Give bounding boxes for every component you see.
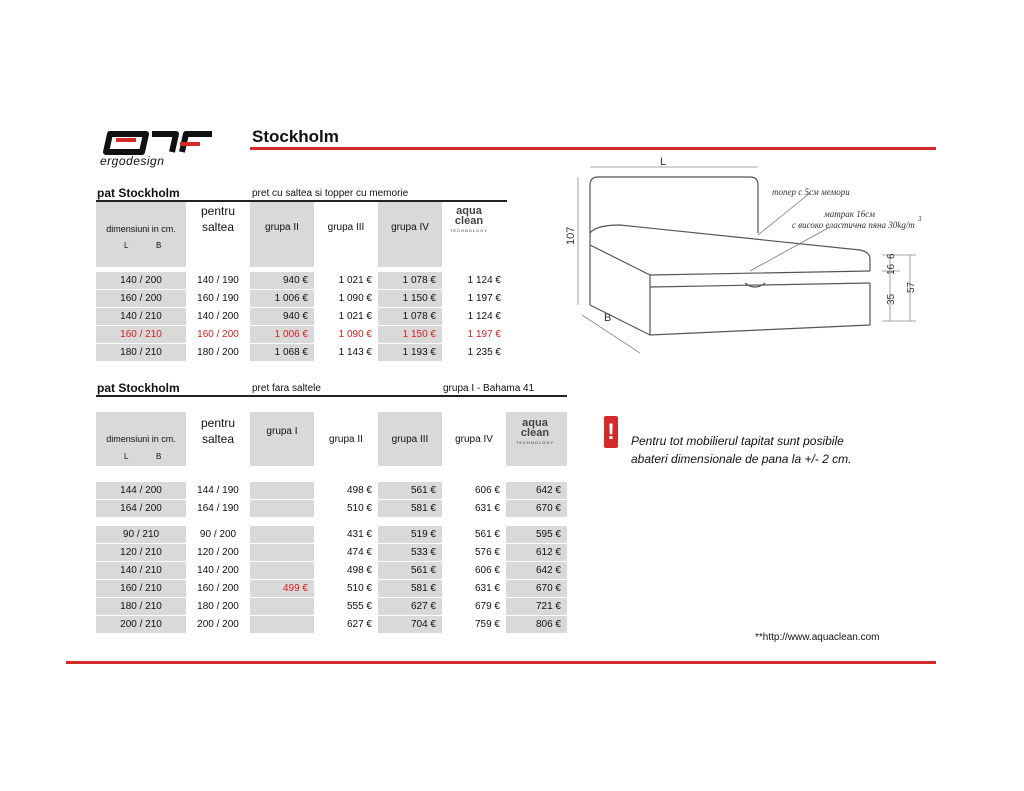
aquaclean-logo <box>446 206 492 235</box>
cell-g4: 606 € <box>442 562 506 580</box>
cell-saltea: 120 / 200 <box>186 544 250 562</box>
cell-dim: 160 / 200 <box>96 290 186 308</box>
cell-aqua: 1 197 € <box>442 290 507 308</box>
table-row <box>96 308 507 326</box>
cell-g2: 510 € <box>314 500 378 518</box>
cell-g2: 431 € <box>314 526 378 544</box>
cell-dim: 180 / 210 <box>96 598 186 616</box>
cell-saltea: 180 / 200 <box>186 598 250 616</box>
table-spacer <box>96 518 567 527</box>
table-row <box>96 500 567 518</box>
cell-saltea: 160 / 200 <box>186 580 250 598</box>
label-superscript: 3 <box>918 215 922 223</box>
cell-g4: 561 € <box>442 526 506 544</box>
cell-g2: 940 € <box>250 308 314 326</box>
cell-g3: 704 € <box>378 616 442 634</box>
cell-saltea: 140 / 190 <box>186 272 250 290</box>
cell-saltea: 180 / 200 <box>186 344 250 362</box>
cell-g3: 561 € <box>378 562 442 580</box>
section2-header <box>96 412 567 466</box>
col-B: B <box>156 452 162 461</box>
table-row <box>96 598 567 616</box>
col-saltea: saltea <box>201 432 235 446</box>
cell-g4: 679 € <box>442 598 506 616</box>
cell-g1 <box>250 526 314 544</box>
dim-6: 6 <box>886 253 897 259</box>
cell-dim: 180 / 210 <box>96 344 186 362</box>
aquaclean-line1: aqua <box>522 417 548 429</box>
cell-g3: 627 € <box>378 598 442 616</box>
cell-g3: 533 € <box>378 544 442 562</box>
cell-saltea: 160 / 200 <box>186 326 250 344</box>
cell-aqua: 642 € <box>506 482 567 500</box>
section2-title: pat Stockholm <box>97 381 180 395</box>
cell-dim: 90 / 210 <box>96 526 186 544</box>
cell-g4: 759 € <box>442 616 506 634</box>
cell-g3: 1 090 € <box>314 326 378 344</box>
cell-g3: 1 143 € <box>314 344 378 362</box>
page-title: Stockholm <box>252 127 339 146</box>
logo-text: ergodesign <box>100 154 165 168</box>
cell-aqua: 806 € <box>506 616 567 634</box>
col-dimensiuni: dimensiuni in cm. <box>106 224 176 234</box>
col-grupa-iv: grupa IV <box>391 222 429 233</box>
col-grupa-iv: grupa IV <box>455 434 493 445</box>
cell-g1 <box>250 598 314 616</box>
col-grupa-ii: grupa II <box>265 222 299 233</box>
tolerance-note <box>631 432 851 468</box>
cell-g3: 581 € <box>378 580 442 598</box>
table-row <box>96 544 567 562</box>
cell-dim: 200 / 210 <box>96 616 186 634</box>
cell-g1: 499 € <box>250 580 314 598</box>
cell-saltea: 200 / 200 <box>186 616 250 634</box>
cell-g2: 510 € <box>314 580 378 598</box>
col-L: L <box>124 241 129 250</box>
cell-dim: 140 / 210 <box>96 562 186 580</box>
cell-dim: 120 / 210 <box>96 544 186 562</box>
col-saltea: saltea <box>201 220 235 234</box>
title-rule <box>250 147 936 150</box>
cell-saltea: 140 / 200 <box>186 308 250 326</box>
label-topper: топер с 5см мемори <box>772 187 850 197</box>
table-row <box>96 482 567 500</box>
dim-107: 107 <box>565 226 577 245</box>
aquaclean-line3: TECHNOLOGY <box>449 228 488 233</box>
label-mattress-1: матрак 16см <box>824 209 875 219</box>
cell-g2: 940 € <box>250 272 314 290</box>
cell-aqua: 1 197 € <box>442 326 507 344</box>
cell-aqua: 1 124 € <box>442 272 507 290</box>
aquaclean-line1: aqua <box>456 205 482 217</box>
cell-g3: 1 021 € <box>314 308 378 326</box>
aquaclean-url[interactable]: **http://www.aquaclean.com <box>755 632 880 643</box>
cell-g2: 1 068 € <box>250 344 314 362</box>
cell-dim: 164 / 200 <box>96 500 186 518</box>
cell-aqua: 670 € <box>506 580 567 598</box>
bed-diagram <box>560 155 940 365</box>
cell-g1 <box>250 482 314 500</box>
cell-g1 <box>250 562 314 580</box>
cell-dim: 140 / 200 <box>96 272 186 290</box>
section2-rule <box>96 395 567 397</box>
cell-g4: 1 150 € <box>378 326 442 344</box>
col-grupa-iii: grupa III <box>327 222 365 233</box>
table-row <box>96 344 507 362</box>
aquaclean-logo <box>512 418 558 447</box>
cell-g4: 631 € <box>442 500 506 518</box>
warning-icon <box>604 416 618 448</box>
col-grupa-ii: grupa II <box>329 434 363 445</box>
dim-16: 16 <box>886 263 897 275</box>
table-row <box>96 562 567 580</box>
cell-g4: 631 € <box>442 580 506 598</box>
table-row <box>96 616 567 634</box>
cell-aqua: 670 € <box>506 500 567 518</box>
cell-g3: 561 € <box>378 482 442 500</box>
cell-saltea: 160 / 190 <box>186 290 250 308</box>
note-line1: Pentru tot mobilierul tapitat sunt posibile <box>631 434 844 448</box>
note-line2: abateri dimensionale de pana la +/- 2 cm. <box>631 452 852 466</box>
cell-g4: 1 078 € <box>378 308 442 326</box>
cell-g4: 1 193 € <box>378 344 442 362</box>
cell-aqua: 721 € <box>506 598 567 616</box>
cell-dim: 140 / 210 <box>96 308 186 326</box>
footer-rule <box>66 661 936 664</box>
table-row <box>96 326 507 344</box>
cell-dim: 144 / 200 <box>96 482 186 500</box>
col-pentru: pentru <box>200 204 236 218</box>
cell-g1 <box>250 500 314 518</box>
cell-g4: 576 € <box>442 544 506 562</box>
cell-g2: 498 € <box>314 562 378 580</box>
aquaclean-line2: clean <box>520 427 550 439</box>
cell-dim: 160 / 210 <box>96 326 186 344</box>
cell-aqua: 612 € <box>506 544 567 562</box>
dim-L: L <box>660 156 667 168</box>
col-grupa-i: grupa I <box>266 426 298 437</box>
cell-g2: 627 € <box>314 616 378 634</box>
section1-table <box>96 272 507 362</box>
cell-saltea: 140 / 200 <box>186 562 250 580</box>
dim-35: 35 <box>886 293 897 305</box>
table-row <box>96 272 507 290</box>
dim-B: B <box>604 312 612 324</box>
table-row <box>96 290 507 308</box>
cell-g2: 1 006 € <box>250 326 314 344</box>
cell-g3: 1 021 € <box>314 272 378 290</box>
cell-aqua: 642 € <box>506 562 567 580</box>
cell-dim: 160 / 210 <box>96 580 186 598</box>
section2-table <box>96 482 567 634</box>
dim-57: 57 <box>906 281 917 293</box>
cell-aqua: 1 235 € <box>442 344 507 362</box>
cell-g2: 555 € <box>314 598 378 616</box>
aquaclean-line3: TECHNOLOGY <box>515 440 554 445</box>
cell-g4: 1 078 € <box>378 272 442 290</box>
cell-g1 <box>250 616 314 634</box>
section1-header <box>96 202 507 267</box>
table-row <box>96 526 567 544</box>
section1-subtitle: pret cu saltea si topper cu memorie <box>252 188 409 199</box>
cell-g4: 606 € <box>442 482 506 500</box>
aquaclean-line2: clean <box>454 215 484 227</box>
cell-saltea: 144 / 190 <box>186 482 250 500</box>
section2-group-note: grupa I - Bahama 41 <box>443 383 535 394</box>
cell-g4: 1 150 € <box>378 290 442 308</box>
table-row <box>96 580 567 598</box>
cell-g3: 1 090 € <box>314 290 378 308</box>
cell-g3: 581 € <box>378 500 442 518</box>
cell-aqua: 595 € <box>506 526 567 544</box>
cell-saltea: 164 / 190 <box>186 500 250 518</box>
cell-g2: 498 € <box>314 482 378 500</box>
col-L: L <box>124 452 129 461</box>
cell-saltea: 90 / 200 <box>186 526 250 544</box>
cell-g1 <box>250 544 314 562</box>
col-B: B <box>156 241 162 250</box>
section2-subtitle: pret fara saltele <box>252 383 321 394</box>
label-mattress-2: с високо еластична пяна 30kg/m <box>792 220 915 230</box>
col-pentru: pentru <box>200 416 236 430</box>
cell-g2: 474 € <box>314 544 378 562</box>
cell-g3: 519 € <box>378 526 442 544</box>
section1-title: pat Stockholm <box>97 186 180 200</box>
cell-aqua: 1 124 € <box>442 308 507 326</box>
warning-glyph: ! <box>607 419 615 444</box>
cell-g2: 1 006 € <box>250 290 314 308</box>
col-grupa-iii: grupa III <box>391 434 429 445</box>
col-dimensiuni: dimensiuni in cm. <box>106 434 176 444</box>
